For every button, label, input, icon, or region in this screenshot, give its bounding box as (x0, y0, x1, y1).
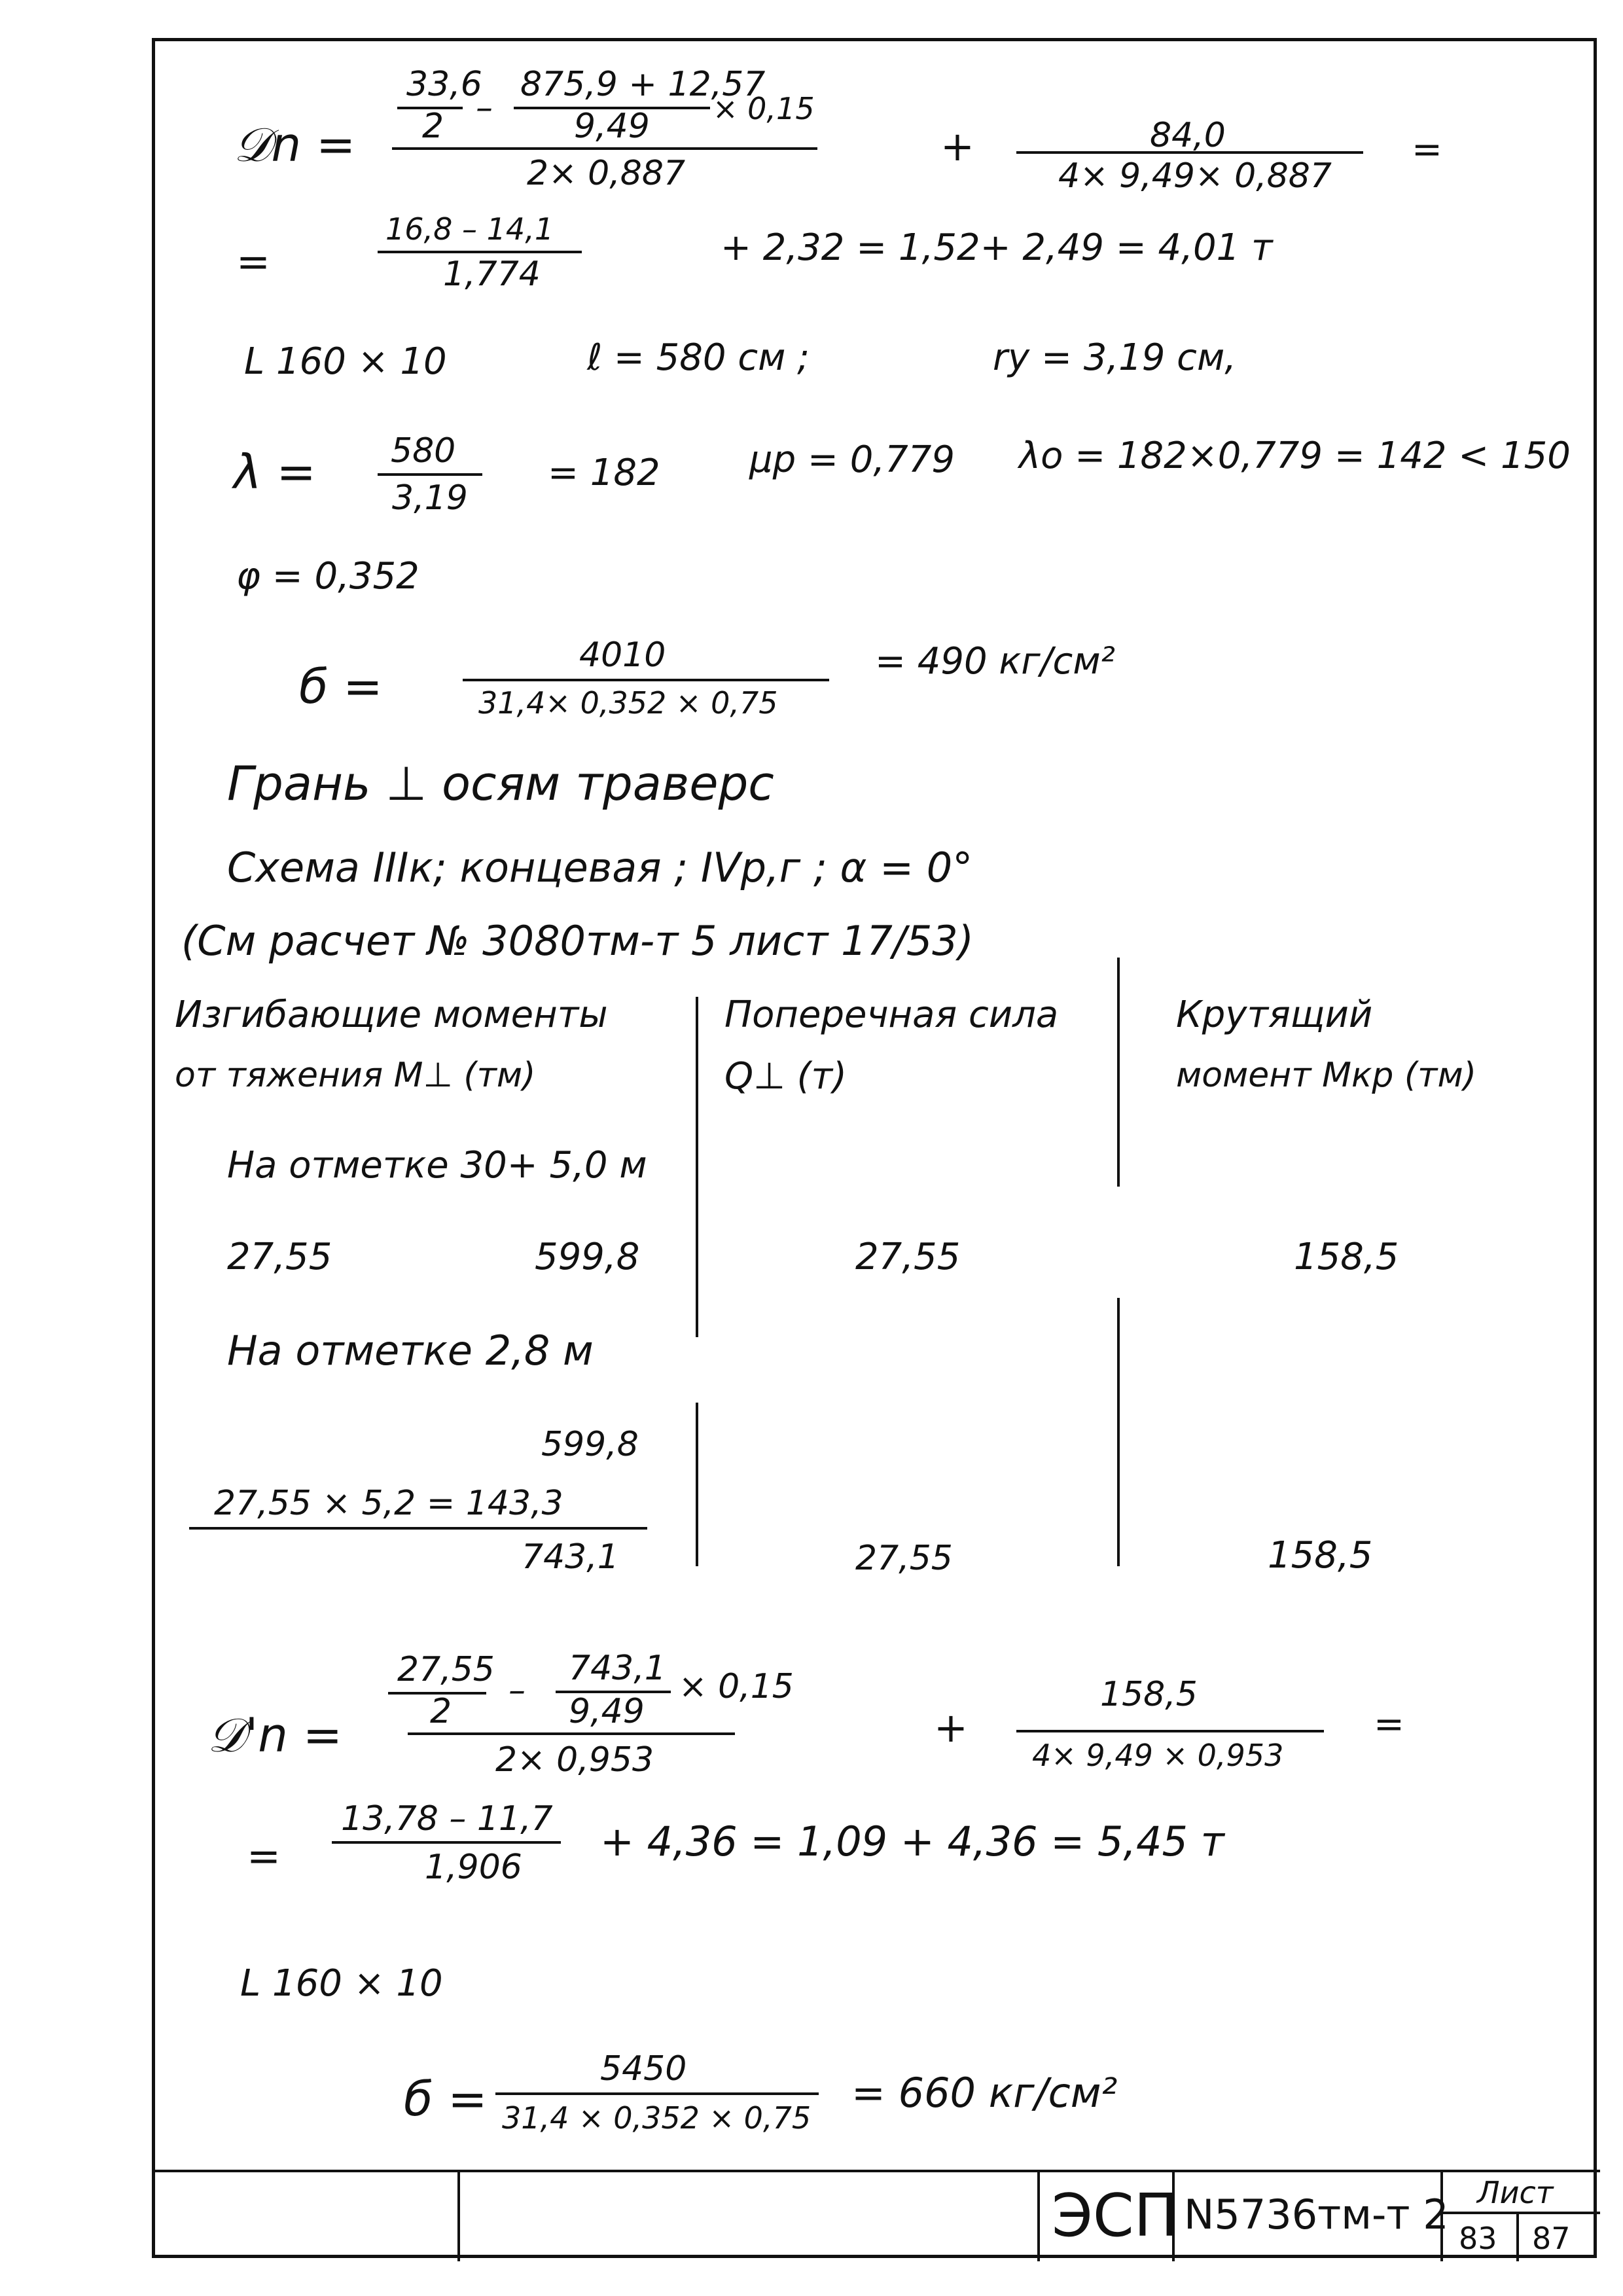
formula2-frac2-num: 158,5 (1100, 1675, 1198, 1714)
formula2-minus: – (508, 1671, 526, 1710)
main-fraction-bar (408, 1732, 735, 1735)
fraction-bar (332, 1841, 561, 1844)
sum-line (189, 1527, 647, 1530)
table-header-torque: Крутящий (1176, 994, 1373, 1036)
line3-profile: L 160 × 10 (244, 340, 447, 383)
table-divider-2 (1117, 958, 1120, 1187)
table-divider-4 (1117, 1298, 1120, 1566)
stress2-den: 31,4 × 0,352 × 0,75 (502, 2100, 812, 2136)
line4-lambda0: λo = 182×0,779 = 142 < 150 (1019, 435, 1571, 477)
stress1-symbol: б = (299, 659, 383, 714)
line5-phi: φ = 0,352 (236, 555, 419, 598)
formula1-num-b: 2 (422, 107, 444, 146)
table-cell: 27,55 × 5,2 = 143,3 (214, 1484, 563, 1523)
line6-num: 13,78 – 11,7 (341, 1799, 553, 1839)
formula1-num-d: 9,49 (574, 107, 650, 146)
stress1-result: = 490 кг/см² (875, 640, 1116, 683)
line4-lambda: λ = (234, 444, 316, 499)
table-cell: 158,5 (1294, 1236, 1399, 1278)
fraction-bar (495, 2092, 819, 2095)
line2-eq: = (236, 238, 270, 285)
table-cell: 27,55 (855, 1539, 953, 1578)
formula2-num-a: 27,55 (397, 1650, 495, 1689)
table-cell: 27,55 (227, 1236, 332, 1278)
fraction-bar (1016, 1730, 1324, 1732)
fraction-bar (463, 679, 829, 681)
line4-res: = 182 (548, 452, 660, 494)
table-cell: 158,5 (1268, 1534, 1373, 1577)
table-cell: 599,8 (535, 1236, 640, 1278)
line2-den: 1,774 (443, 255, 541, 294)
drawing-sheet (152, 38, 1597, 2258)
formula1-plus: + (940, 122, 974, 170)
formula2-den: 2× 0,953 (495, 1740, 654, 1780)
table-cell: 27,55 (855, 1236, 961, 1278)
line4-den: 3,19 (392, 478, 468, 518)
line6-den: 1,906 (425, 1848, 522, 1887)
formula1-num-e: × 0,15 (713, 91, 815, 126)
title-block-sheet-divider (1516, 2212, 1519, 2261)
table-cell: 743,1 (522, 1537, 619, 1577)
line6-eq: = (247, 1832, 281, 1880)
table-divider-3 (696, 1403, 698, 1566)
formula1-num-a: 33,6 (406, 65, 482, 104)
title-block-divider (457, 2170, 460, 2261)
section-heading: Грань ⊥ осям траверс (227, 756, 774, 811)
table-header-moment: Изгибающие моменты (175, 994, 608, 1036)
scheme-line: Схема IIIк; концевая ; IVр,г ; α = 0° (227, 844, 973, 891)
line7-profile: L 160 × 10 (240, 1962, 443, 2005)
title-block-divider (1037, 2170, 1040, 2261)
main-fraction-bar (392, 147, 817, 150)
document-number: N5736тм-т 2 (1184, 2191, 1449, 2238)
line6-rest: + 4,36 = 1,09 + 4,36 = 5,45 т (600, 1818, 1224, 1865)
stress1-num: 4010 (579, 636, 666, 675)
line2-rest: + 2,32 = 1,52+ 2,49 = 4,01 т (721, 226, 1273, 269)
formula1-frac2-den: 4× 9,49× 0,887 (1058, 156, 1332, 196)
stress2-result: = 660 кг/см² (851, 2069, 1118, 2117)
formula1-lhs: 𝒟n = (234, 117, 356, 172)
formula2-lhs: 𝒟'n = (207, 1708, 343, 1763)
stress2-symbol: б = (404, 2072, 488, 2126)
line2-num: 16,8 – 14,1 (385, 211, 554, 247)
formula2-num-e: × 0,15 (679, 1667, 794, 1706)
organization-code: ЭСП (1052, 2181, 1179, 2250)
title-block-top-line (155, 2170, 1600, 2172)
title-block-sheet-line (1440, 2212, 1600, 2214)
formula1-den: 2× 0,887 (527, 154, 686, 193)
fraction-bar (1016, 151, 1363, 154)
table-mark-1: На отметке 30+ 5,0 м (227, 1144, 647, 1187)
table-header-shear: Поперечная сила (724, 994, 1059, 1036)
table-cell: 599,8 (541, 1425, 639, 1464)
formula1-num-c: 875,9 + 12,57 (520, 65, 766, 104)
table-mark-2: На отметке 2,8 м (227, 1327, 594, 1374)
formula2-plus: + (934, 1704, 968, 1751)
stress1-den: 31,4× 0,352 × 0,75 (478, 685, 778, 721)
table-divider-1 (696, 997, 698, 1337)
fraction-bar (378, 251, 582, 253)
table-header-moment-unit: от тяжения M⊥ (тм) (175, 1056, 536, 1095)
line4-mu: μp = 0,779 (749, 439, 955, 481)
table-header-shear-unit: Q⊥ (т) (724, 1055, 847, 1098)
table-header-torque-unit: момент Мкр (тм) (1176, 1056, 1476, 1095)
formula2-frac2-den: 4× 9,49 × 0,953 (1032, 1738, 1284, 1773)
line3-length: ℓ = 580 см ; (587, 336, 810, 379)
formula1-frac2-num: 84,0 (1150, 116, 1226, 155)
formula2-eq: = (1374, 1703, 1404, 1746)
line4-num: 580 (391, 431, 456, 471)
formula2-num-d: 9,49 (569, 1692, 645, 1731)
formula1-eq: = (1412, 128, 1442, 171)
formula2-num-b: 2 (430, 1692, 452, 1731)
sheet-total: 87 (1532, 2221, 1571, 2256)
formula1-minus: – (476, 88, 493, 128)
line3-radius: ry = 3,19 см, (993, 336, 1237, 379)
formula2-num-c: 743,1 (569, 1649, 666, 1688)
sheet-label: Лист (1477, 2175, 1554, 2210)
reference-line: (См расчет № 3080тм-т 5 лист 17/53) (181, 917, 974, 965)
stress2-num: 5450 (600, 2049, 687, 2089)
sheet-number: 83 (1459, 2221, 1497, 2256)
fraction-bar (378, 473, 482, 476)
